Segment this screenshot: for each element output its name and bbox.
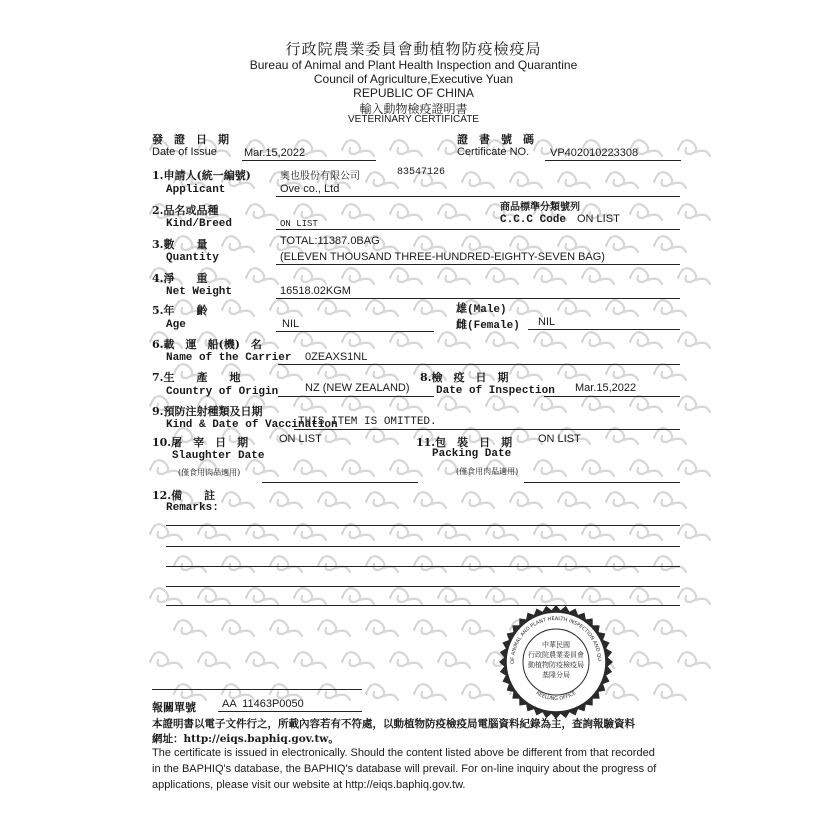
- packing-note: (僅食用肉品適用): [456, 467, 519, 476]
- ccc-label-zh: 商品標準分類號列: [500, 202, 580, 213]
- watermark-motif: [606, 556, 638, 572]
- remarks-label-zh: 12.備 註: [152, 489, 216, 502]
- watermark-motif: [654, 428, 686, 444]
- watermark-motif: [342, 524, 374, 540]
- inspection-date-value: Mar.15,2022: [575, 382, 637, 394]
- watermark-motif: [678, 524, 710, 540]
- watermark-motif: [246, 268, 278, 284]
- watermark-motif: [678, 588, 710, 604]
- watermark-motif: [582, 524, 614, 540]
- watermark-motif: [318, 492, 350, 508]
- watermark-motif: [366, 428, 398, 444]
- female-label: 雌(Female): [456, 320, 520, 332]
- watermark-motif: [582, 268, 614, 284]
- bureau-title-zh: 行政院農業委員會動植物防疫檢疫局: [285, 40, 542, 58]
- watermark-motif: [414, 236, 446, 252]
- watermark-motif: [510, 556, 542, 572]
- svg-text:KEELUNG OFFICE: KEELUNG OFFICE: [534, 690, 578, 703]
- packing-label-zh: 11.包 裝 日 期: [416, 436, 513, 449]
- watermark-motif: [222, 300, 254, 316]
- watermark-motif: [318, 620, 350, 636]
- watermark-motif: [366, 684, 398, 700]
- applicant-label-en: Applicant: [166, 184, 226, 196]
- certificate-title-en: VETERINARY CERTIFICATE: [348, 114, 479, 125]
- origin-value: NZ (NEW ZEALAND): [305, 382, 410, 394]
- net-weight-label-en: Net Weight: [166, 286, 233, 298]
- watermark-motif: [318, 300, 350, 316]
- customs-number-value: AA 11463P0050: [222, 698, 304, 710]
- applicant-label-zh: 1.申請人(統一編號): [152, 169, 251, 182]
- watermark-motif: [534, 460, 566, 476]
- ccc-label-en: C.C.C Code: [500, 214, 567, 226]
- certificate-label-en: Certificate NO.: [457, 146, 530, 158]
- watermark-motif: [318, 364, 350, 380]
- watermark-motif: [558, 172, 590, 188]
- kind-label-zh: 2.品名或品種: [152, 204, 219, 217]
- watermark-motif: [486, 268, 518, 284]
- watermark-motif: [342, 396, 374, 412]
- watermark-motif: [654, 492, 686, 508]
- watermark-motif: [630, 268, 662, 284]
- watermark-motif: [366, 300, 398, 316]
- watermark-motif: [510, 236, 542, 252]
- applicant-name-zh: 奧也股份有限公司: [280, 171, 360, 182]
- watermark-motif: [342, 268, 374, 284]
- watermark-motif: [462, 236, 494, 252]
- notice-zh-line-1: 本證明書以電子文件行之，所載內容若有不符處，以動植物防疫檢疫局電腦資料紀錄為主，查詢報驗資料: [152, 718, 635, 730]
- watermark-motif: [198, 588, 230, 604]
- watermark-motif: [438, 204, 470, 220]
- watermark-motif: [366, 364, 398, 380]
- watermark-motif: [534, 588, 566, 604]
- watermark-motif: [366, 492, 398, 508]
- watermark-motif: [438, 524, 470, 540]
- slaughter-label-en: Slaughter Date: [172, 450, 265, 462]
- watermark-motif: [342, 140, 374, 156]
- inspection-label-zh: 8.檢 疫 日 期: [420, 371, 509, 384]
- watermark-motif: [150, 652, 182, 668]
- watermark-motif: [630, 460, 662, 476]
- watermark-motif: [270, 492, 302, 508]
- watermark-motif: [558, 364, 590, 380]
- watermark-motif: [654, 236, 686, 252]
- watermark-motif: [582, 588, 614, 604]
- watermark-motif: [150, 524, 182, 540]
- age-value: NIL: [282, 318, 300, 330]
- watermark-motif: [438, 396, 470, 412]
- official-seal: [498, 604, 614, 720]
- watermark-motif: [366, 620, 398, 636]
- svg-text:BUREAU OF ANIMAL AND PLANT HEA: OF ANIMAL AND PLANT HEALTH INSPECTION AND QU: [509, 615, 603, 664]
- watermark-motif: [630, 652, 662, 668]
- watermark-motif: [342, 204, 374, 220]
- watermark-motif: [678, 332, 710, 348]
- watermark-motif: [294, 524, 326, 540]
- customs-label-zh: 報關單號: [152, 701, 196, 714]
- issue-label-en: Date of Issue: [152, 146, 217, 158]
- watermark-motif: [654, 556, 686, 572]
- watermark-motif: [294, 268, 326, 284]
- inspection-label-en: Date of Inspection: [436, 385, 555, 397]
- ccc-value: ON LIST: [577, 213, 620, 225]
- watermark-motif: [630, 396, 662, 412]
- watermark-motif: [462, 620, 494, 636]
- net-weight-value: 16518.02KGM: [280, 285, 351, 297]
- vaccination-label-zh: 9.預防注射種類及日期: [152, 405, 263, 418]
- seal-line-1: 中華民國: [542, 641, 570, 649]
- watermark-motif: [390, 460, 422, 476]
- applicant-name-en: Ove co., Ltd: [280, 183, 340, 195]
- watermark-motif: [390, 652, 422, 668]
- watermark-motif: [390, 332, 422, 348]
- watermark-motif: [366, 172, 398, 188]
- watermark-motif: [294, 460, 326, 476]
- watermark-motif: [414, 684, 446, 700]
- sex-value: NIL: [538, 316, 556, 328]
- male-label: 雄(Male): [456, 304, 507, 316]
- vaccination-value: THIS ITEM IS OMITTED.: [298, 416, 437, 428]
- quantity-total: TOTAL:11387.0BAG: [280, 235, 380, 247]
- age-label-en: Age: [166, 319, 186, 331]
- watermark-motif: [222, 492, 254, 508]
- watermark-motif: [558, 556, 590, 572]
- watermark-motif: [294, 204, 326, 220]
- certificate-number-value: VP402010223308: [550, 147, 639, 159]
- packing-label-en: Packing Date: [432, 448, 512, 460]
- watermark-motif: [222, 556, 254, 572]
- slaughter-note: (僅食用肉品適用): [178, 468, 241, 477]
- vaccination-label-en: Kind & Date of Vaccination: [166, 419, 338, 431]
- applicant-id-number: 83547126: [397, 167, 446, 178]
- watermark-motif: [582, 460, 614, 476]
- watermark-motif: [510, 364, 542, 380]
- watermark-motif: [390, 588, 422, 604]
- watermark-motif: [174, 684, 206, 700]
- watermark-motif: [342, 460, 374, 476]
- quantity-label-zh: 3.數 量: [152, 238, 208, 251]
- watermark-motif: [366, 556, 398, 572]
- watermark-motif: [318, 556, 350, 572]
- watermark-motif: [678, 140, 710, 156]
- watermark-motif: [486, 588, 518, 604]
- watermark-motif: [654, 364, 686, 380]
- watermark-motif: [534, 332, 566, 348]
- watermark-motif: [678, 204, 710, 220]
- watermark-motif: [462, 684, 494, 700]
- quantity-label-en: Quantity: [166, 252, 219, 264]
- watermark-motif: [558, 492, 590, 508]
- slaughter-label-zh: 10.屠 宰 日 期: [152, 436, 249, 449]
- watermark-motif: [414, 492, 446, 508]
- watermark-motif: [486, 396, 518, 412]
- age-label-zh: 5.年 齡: [152, 304, 208, 317]
- watermark-motif: [390, 140, 422, 156]
- watermark-motif: [270, 556, 302, 572]
- watermark-motif: [294, 652, 326, 668]
- issue-label-zh: 發 證 日 期: [152, 133, 229, 146]
- watermark-motif: [198, 524, 230, 540]
- watermark-motif: [318, 684, 350, 700]
- watermark-motif: [246, 588, 278, 604]
- seal-line-3: 動植物防疫檢疫局: [528, 661, 584, 669]
- kind-value: ON LIST: [280, 219, 318, 229]
- watermark-motif: [534, 268, 566, 284]
- watermark-motif: [654, 300, 686, 316]
- notice-zh-line-2: 網址：http://eiqs.baphiq.gov.tw。: [152, 733, 339, 745]
- country-name: REPUBLIC OF CHINA: [353, 86, 474, 100]
- watermark-motif: [606, 236, 638, 252]
- watermark-motif: [438, 652, 470, 668]
- remarks-label-en: Remarks:: [166, 502, 219, 514]
- watermark-motif: [222, 236, 254, 252]
- watermark-motif: [438, 588, 470, 604]
- notice-en-line-2: in the BAPHIQ's database, the BAPHIQ's database will prevail. For on-line inquiry about the progress of: [152, 763, 657, 775]
- watermark-motif: [630, 204, 662, 220]
- watermark-motif: [342, 588, 374, 604]
- watermark-motif: [486, 524, 518, 540]
- watermark-motif: [222, 620, 254, 636]
- watermark-motif: [246, 204, 278, 220]
- watermark-motif: [414, 556, 446, 572]
- watermark-motif: [510, 300, 542, 316]
- watermark-motif: [390, 268, 422, 284]
- watermark-motif: [438, 332, 470, 348]
- carrier-label-en: Name of the Carrier: [166, 352, 292, 364]
- watermark-motif: [150, 588, 182, 604]
- watermark-motif: [174, 556, 206, 572]
- issue-date-value: Mar.15,2022: [244, 147, 306, 159]
- notice-en-line-3: applications, please visit our website at http://eiqs.baphiq.gov.tw.: [152, 779, 466, 791]
- watermark-motif: [462, 556, 494, 572]
- watermark-motif: [414, 620, 446, 636]
- watermark-motif: [390, 396, 422, 412]
- seal-line-4: 基隆分局: [542, 671, 570, 679]
- kind-label-en: Kind/Breed: [166, 218, 233, 230]
- origin-label-zh: 7.生 產 地: [152, 371, 241, 384]
- watermark-motif: [294, 332, 326, 348]
- packing-value: ON LIST: [538, 433, 581, 445]
- quantity-words: (ELEVEN THOUSAND THREE-HUNDRED-EIGHTY-SEVEN BAG): [280, 251, 605, 263]
- watermark-motif: [246, 460, 278, 476]
- watermark-motif: [510, 492, 542, 508]
- watermark-motif: [558, 236, 590, 252]
- watermark-motif: [606, 428, 638, 444]
- watermark-motif: [174, 620, 206, 636]
- watermark-motif: [606, 364, 638, 380]
- certificate-label-zh: 證 書 號 碼: [457, 133, 534, 146]
- watermark-motif: [246, 524, 278, 540]
- watermark-motif: [678, 652, 710, 668]
- origin-label-en: Country of Origin: [166, 386, 279, 398]
- watermark-motif: [654, 620, 686, 636]
- watermark-motif: [342, 652, 374, 668]
- watermark-motif: [654, 172, 686, 188]
- watermark-motif: [246, 652, 278, 668]
- watermark-motif: [630, 524, 662, 540]
- watermark-motif: [462, 492, 494, 508]
- watermark-motif: [270, 620, 302, 636]
- watermark-motif: [270, 300, 302, 316]
- watermark-motif: [606, 300, 638, 316]
- bureau-title-en: Bureau of Animal and Plant Health Inspection and Quarantine: [249, 58, 578, 72]
- watermark-motif: [654, 684, 686, 700]
- watermark-motif: [630, 588, 662, 604]
- council-name: Council of Agriculture,Executive Yuan: [313, 72, 514, 86]
- watermark-motif: [438, 268, 470, 284]
- watermark-motif: [294, 588, 326, 604]
- carrier-value: 0ZEAXS1NL: [305, 351, 368, 363]
- slaughter-value: ON LIST: [279, 433, 322, 445]
- notice-en-line-1: The certificate is issued in electronically. Should the content listed above be different from that recorded: [152, 747, 655, 759]
- watermark-motif: [534, 524, 566, 540]
- watermark-motif: [630, 332, 662, 348]
- watermark-motif: [606, 492, 638, 508]
- watermark-motif: [582, 332, 614, 348]
- watermark-motif: [534, 396, 566, 412]
- watermark-motif: [270, 364, 302, 380]
- watermark-motif: [414, 300, 446, 316]
- watermark-motif: [510, 172, 542, 188]
- watermark-motif: [678, 268, 710, 284]
- watermark-motif: [678, 396, 710, 412]
- seal-line-2: 行政院農業委員會: [528, 651, 584, 659]
- watermark-motif: [390, 524, 422, 540]
- certificate-title-zh: 輸入動物檢疫證明書: [359, 102, 468, 116]
- watermark-motif: [558, 300, 590, 316]
- net-weight-label-zh: 4.淨 重: [152, 272, 208, 285]
- watermark-motif: [582, 396, 614, 412]
- carrier-label-zh: 6.載 運 船(機) 名: [152, 338, 262, 351]
- watermark-motif: [462, 172, 494, 188]
- watermark-motif: [606, 172, 638, 188]
- watermark-motif: [342, 332, 374, 348]
- watermark-motif: [390, 204, 422, 220]
- watermark-motif: [294, 396, 326, 412]
- watermark-motif: [678, 460, 710, 476]
- watermark-motif: [486, 332, 518, 348]
- watermark-motif: [198, 652, 230, 668]
